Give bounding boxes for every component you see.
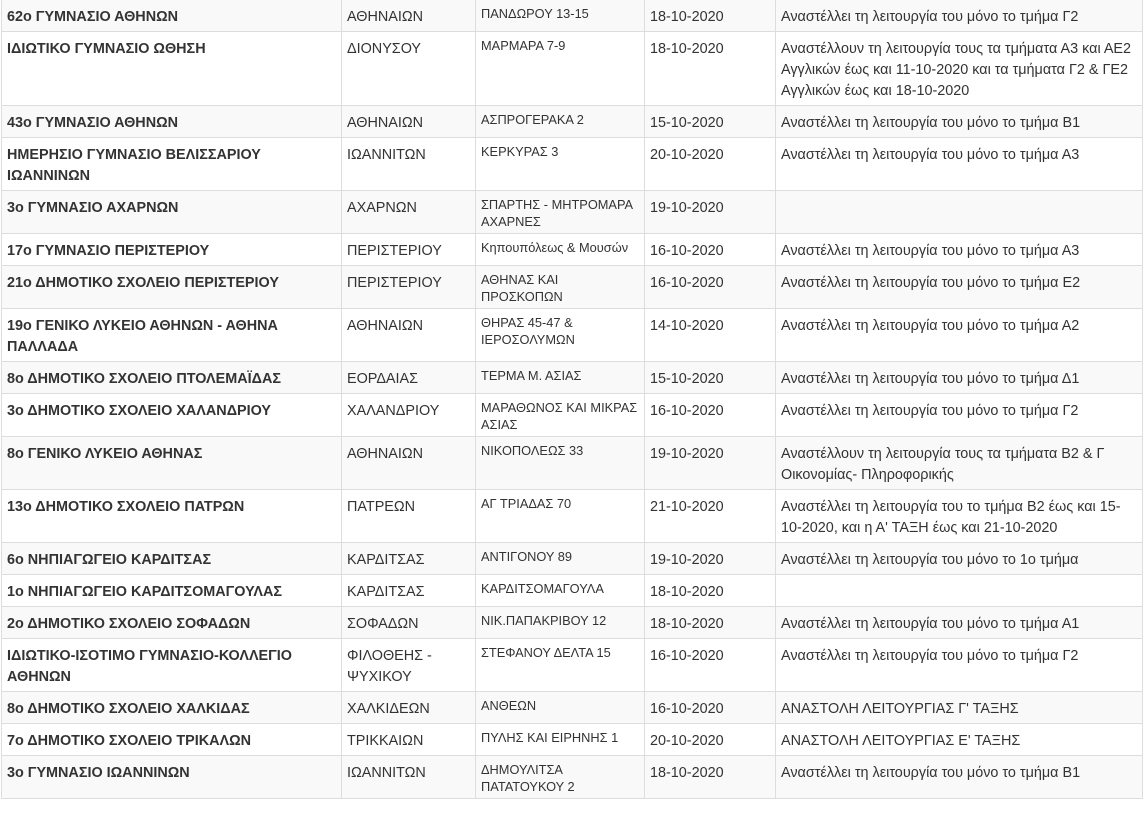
table-body <box>2 0 1143 799</box>
closure-date-cell: 18-10-2020 <box>645 575 776 607</box>
closure-date-cell: 19-10-2020 <box>645 543 776 575</box>
note-cell: Αναστέλλει τη λειτουργία του μόνο το 1ο τμήμα <box>776 543 1143 575</box>
school-name-cell: 7ο ΔΗΜΟΤΙΚΟ ΣΧΟΛΕΙΟ ΤΡΙΚΑΛΩΝ <box>2 724 342 756</box>
address-cell: ΑΣΠΡΟΓΕΡΑΚΑ 2 <box>476 106 645 138</box>
municipality-cell: ΚΑΡΔΙΤΣΑΣ <box>342 543 476 575</box>
municipality-cell: ΑΘΗΝΑΙΩΝ <box>342 437 476 490</box>
note-cell <box>776 191 1143 234</box>
school-closures-table <box>1 0 1143 799</box>
table-row <box>2 575 1143 607</box>
note-cell: ΑΝΑΣΤΟΛΗ ΛΕΙΤΟΥΡΓΙΑΣ Ε' ΤΑΞΗΣ <box>776 724 1143 756</box>
closure-date-cell: 14-10-2020 <box>645 309 776 362</box>
closure-date-cell: 20-10-2020 <box>645 724 776 756</box>
closure-date-cell: 21-10-2020 <box>645 490 776 543</box>
closure-date-cell: 15-10-2020 <box>645 362 776 394</box>
school-name-cell: 19ο ΓΕΝΙΚΟ ΛΥΚΕΙΟ ΑΘΗΝΩΝ - ΑΘΗΝΑ ΠΑΛΛΑΔΑ <box>2 309 342 362</box>
closure-date-cell: 18-10-2020 <box>645 32 776 106</box>
school-name-cell: 43ο ΓΥΜΝΑΣΙΟ ΑΘΗΝΩΝ <box>2 106 342 138</box>
school-name-cell: 3ο ΔΗΜΟΤΙΚΟ ΣΧΟΛΕΙΟ ΧΑΛΑΝΔΡΙΟΥ <box>2 394 342 437</box>
closure-date-cell: 16-10-2020 <box>645 692 776 724</box>
address-cell: ΣΤΕΦΑΝΟΥ ΔΕΛΤΑ 15 <box>476 639 645 692</box>
closure-date-cell: 20-10-2020 <box>645 138 776 191</box>
table-row <box>2 639 1143 692</box>
municipality-cell: ΣΟΦΑΔΩΝ <box>342 607 476 639</box>
school-name-cell: 13ο ΔΗΜΟΤΙΚΟ ΣΧΟΛΕΙΟ ΠΑΤΡΩΝ <box>2 490 342 543</box>
table-row <box>2 394 1143 437</box>
address-cell: ΠΑΝΔΩΡΟΥ 13-15 <box>476 0 645 32</box>
note-cell: Αναστέλλει τη λειτουργία του μόνο το τμήμα Α2 <box>776 309 1143 362</box>
address-cell: ΑΓ ΤΡΙΑΔΑΣ 70 <box>476 490 645 543</box>
note-cell: Αναστέλλει τη λειτουργία του μόνο το τμήμα Γ2 <box>776 394 1143 437</box>
closure-date-cell: 16-10-2020 <box>645 234 776 266</box>
address-cell: ΜΑΡΑΘΩΝΟΣ ΚΑΙ ΜΙΚΡΑΣ ΑΣΙΑΣ <box>476 394 645 437</box>
school-name-cell: ΙΔΙΩΤΙΚΟ-ΙΣΟΤΙΜΟ ΓΥΜΝΑΣΙΟ-ΚΟΛΛΕΓΙΟ ΑΘΗΝΩΝ <box>2 639 342 692</box>
table-row <box>2 191 1143 234</box>
address-cell: ΑΝΘΕΩΝ <box>476 692 645 724</box>
note-cell: Αναστέλλει τη λειτουργία του μόνο το τμήμα Α3 <box>776 234 1143 266</box>
municipality-cell: ΙΩΑΝΝΙΤΩΝ <box>342 756 476 799</box>
address-cell: ΑΝΤΙΓΟΝΟΥ 89 <box>476 543 645 575</box>
address-cell: Κηπουπόλεως & Μουσών <box>476 234 645 266</box>
municipality-cell: ΙΩΑΝΝΙΤΩΝ <box>342 138 476 191</box>
municipality-cell: ΠΕΡΙΣΤΕΡΙΟΥ <box>342 266 476 309</box>
municipality-cell: ΑΘΗΝΑΙΩΝ <box>342 309 476 362</box>
municipality-cell: ΚΑΡΔΙΤΣΑΣ <box>342 575 476 607</box>
school-name-cell: 17ο ΓΥΜΝΑΣΙΟ ΠΕΡΙΣΤΕΡΙΟΥ <box>2 234 342 266</box>
table-row <box>2 309 1143 362</box>
closure-date-cell: 19-10-2020 <box>645 437 776 490</box>
table-row <box>2 0 1143 32</box>
municipality-cell: ΕΟΡΔΑΙΑΣ <box>342 362 476 394</box>
municipality-cell: ΤΡΙΚΚΑΙΩΝ <box>342 724 476 756</box>
municipality-cell: ΠΑΤΡΕΩΝ <box>342 490 476 543</box>
school-name-cell: 62ο ΓΥΜΝΑΣΙΟ ΑΘΗΝΩΝ <box>2 0 342 32</box>
school-name-cell: 6ο ΝΗΠΙΑΓΩΓΕΙΟ ΚΑΡΔΙΤΣΑΣ <box>2 543 342 575</box>
note-cell: Αναστέλλει τη λειτουργία του το τμήμα Β2 έως και 15-10-2020, και η Α' ΤΑΞΗ έως και 21-10-2020 <box>776 490 1143 543</box>
closure-date-cell: 19-10-2020 <box>645 191 776 234</box>
school-name-cell: 8ο ΔΗΜΟΤΙΚΟ ΣΧΟΛΕΙΟ ΠΤΟΛΕΜΑΪΔΑΣ <box>2 362 342 394</box>
school-name-cell: 21ο ΔΗΜΟΤΙΚΟ ΣΧΟΛΕΙΟ ΠΕΡΙΣΤΕΡΙΟΥ <box>2 266 342 309</box>
municipality-cell: ΧΑΛΑΝΔΡΙΟΥ <box>342 394 476 437</box>
table-row <box>2 138 1143 191</box>
address-cell: ΚΕΡΚΥΡΑΣ 3 <box>476 138 645 191</box>
note-cell: Αναστέλλει τη λειτουργία του μόνο το τμήμα Β1 <box>776 106 1143 138</box>
school-name-cell: 1ο ΝΗΠΙΑΓΩΓΕΙΟ ΚΑΡΔΙΤΣΟΜΑΓΟΥΛΑΣ <box>2 575 342 607</box>
note-cell: Αναστέλλει τη λειτουργία του μόνο το τμήμα Δ1 <box>776 362 1143 394</box>
note-cell: Αναστέλλει τη λειτουργία του μόνο το τμήμα Β1 <box>776 756 1143 799</box>
address-cell: ΝΙΚΟΠΟΛΕΩΣ 33 <box>476 437 645 490</box>
closure-date-cell: 18-10-2020 <box>645 607 776 639</box>
address-cell: ΚΑΡΔΙΤΣΟΜΑΓΟΥΛΑ <box>476 575 645 607</box>
table-row <box>2 106 1143 138</box>
closure-date-cell: 16-10-2020 <box>645 394 776 437</box>
municipality-cell: ΦΙΛΟΘΕΗΣ - ΨΥΧΙΚΟΥ <box>342 639 476 692</box>
note-cell: Αναστέλλει τη λειτουργία του μόνο το τμήμα Ε2 <box>776 266 1143 309</box>
school-name-cell: 8ο ΔΗΜΟΤΙΚΟ ΣΧΟΛΕΙΟ ΧΑΛΚΙΔΑΣ <box>2 692 342 724</box>
table-row <box>2 437 1143 490</box>
table-row <box>2 362 1143 394</box>
note-cell: Αναστέλλει τη λειτουργία του μόνο το τμήμα Α3 <box>776 138 1143 191</box>
table-row <box>2 724 1143 756</box>
table-row <box>2 234 1143 266</box>
school-name-cell: 2ο ΔΗΜΟΤΙΚΟ ΣΧΟΛΕΙΟ ΣΟΦΑΔΩΝ <box>2 607 342 639</box>
note-cell <box>776 575 1143 607</box>
note-cell: Αναστέλλει τη λειτουργία του μόνο το τμήμα Γ2 <box>776 639 1143 692</box>
note-cell: Αναστέλλει τη λειτουργία του μόνο το τμήμα Α1 <box>776 607 1143 639</box>
municipality-cell: ΠΕΡΙΣΤΕΡΙΟΥ <box>342 234 476 266</box>
address-cell: ΜΑΡΜΑΡΑ 7-9 <box>476 32 645 106</box>
address-cell: ΠΥΛΗΣ ΚΑΙ ΕΙΡΗΝΗΣ 1 <box>476 724 645 756</box>
school-name-cell: ΗΜΕΡΗΣΙΟ ΓΥΜΝΑΣΙΟ ΒΕΛΙΣΣΑΡΙΟΥ ΙΩΑΝΝΙΝΩΝ <box>2 138 342 191</box>
table-row <box>2 266 1143 309</box>
table-row <box>2 32 1143 106</box>
note-cell: Αναστέλλει τη λειτουργία του μόνο το τμήμα Γ2 <box>776 0 1143 32</box>
table-row <box>2 490 1143 543</box>
municipality-cell: ΑΧΑΡΝΩΝ <box>342 191 476 234</box>
note-cell: Αναστέλλουν τη λειτουργία τους τα τμήματα Α3 και ΑΕ2 Αγγλικών έως και 11-10-2020 και τα τμήματα Γ2 & ΓΕ2 Αγγλικών έως και 18-10-2020 <box>776 32 1143 106</box>
address-cell: ΣΠΑΡΤΗΣ - ΜΗΤΡΟΜΑΡΑ ΑΧΑΡΝΕΣ <box>476 191 645 234</box>
table-row <box>2 607 1143 639</box>
closure-date-cell: 16-10-2020 <box>645 639 776 692</box>
address-cell: ΔΗΜΟΥΛΙΤΣΑ ΠΑΤΑΤΟΥΚΟΥ 2 <box>476 756 645 799</box>
address-cell: ΘΗΡΑΣ 45-47 & ΙΕΡΟΣΟΛΥΜΩΝ <box>476 309 645 362</box>
table-row <box>2 543 1143 575</box>
closure-date-cell: 15-10-2020 <box>645 106 776 138</box>
table-row <box>2 756 1143 799</box>
note-cell: Αναστέλλουν τη λειτουργία τους τα τμήματα Β2 & Γ Οικονομίας- Πληροφορικής <box>776 437 1143 490</box>
note-cell: ΑΝΑΣΤΟΛΗ ΛΕΙΤΟΥΡΓΙΑΣ Γ' ΤΑΞΗΣ <box>776 692 1143 724</box>
closure-date-cell: 16-10-2020 <box>645 266 776 309</box>
address-cell: ΝΙΚ.ΠΑΠΑΚΡΙΒΟΥ 12 <box>476 607 645 639</box>
closure-date-cell: 18-10-2020 <box>645 756 776 799</box>
table-row <box>2 692 1143 724</box>
school-name-cell: 3ο ΓΥΜΝΑΣΙΟ ΙΩΑΝΝΙΝΩΝ <box>2 756 342 799</box>
municipality-cell: ΔΙΟΝΥΣΟΥ <box>342 32 476 106</box>
school-name-cell: ΙΔΙΩΤΙΚΟ ΓΥΜΝΑΣΙΟ ΩΘΗΣΗ <box>2 32 342 106</box>
address-cell: ΑΘΗΝΑΣ ΚΑΙ ΠΡΟΣΚΟΠΩΝ <box>476 266 645 309</box>
closure-date-cell: 18-10-2020 <box>645 0 776 32</box>
municipality-cell: ΑΘΗΝΑΙΩΝ <box>342 106 476 138</box>
school-name-cell: 3ο ΓΥΜΝΑΣΙΟ ΑΧΑΡΝΩΝ <box>2 191 342 234</box>
municipality-cell: ΑΘΗΝΑΙΩΝ <box>342 0 476 32</box>
municipality-cell: ΧΑΛΚΙΔΕΩΝ <box>342 692 476 724</box>
school-name-cell: 8ο ΓΕΝΙΚΟ ΛΥΚΕΙΟ ΑΘΗΝΑΣ <box>2 437 342 490</box>
address-cell: ΤΕΡΜΑ Μ. ΑΣΙΑΣ <box>476 362 645 394</box>
